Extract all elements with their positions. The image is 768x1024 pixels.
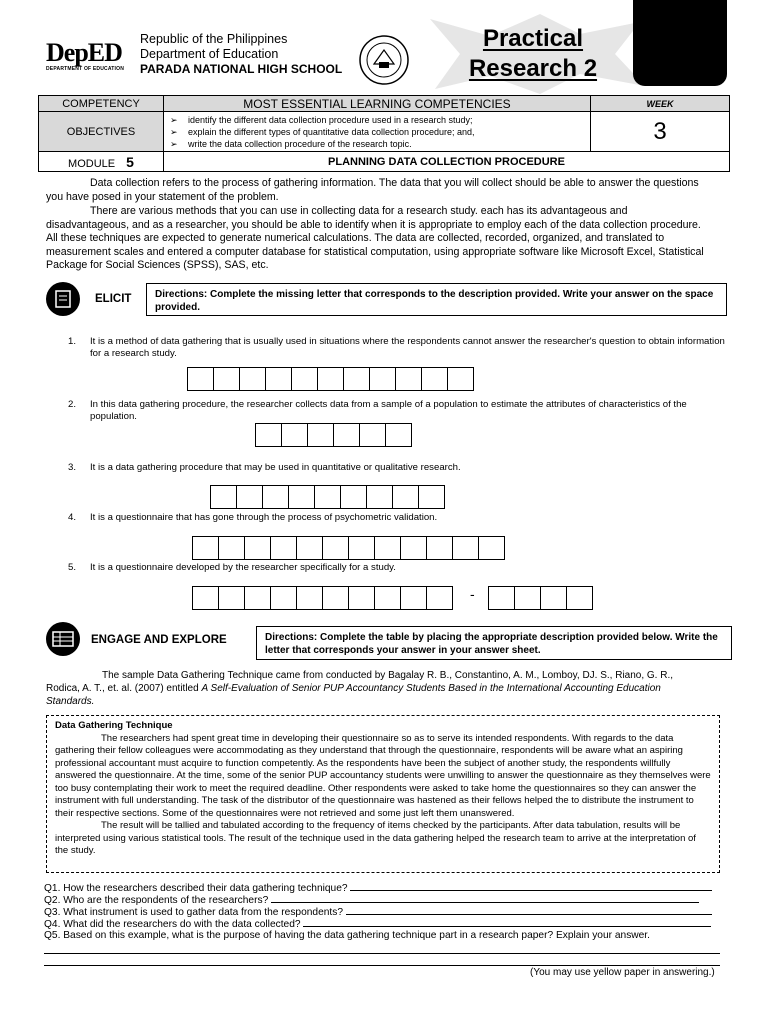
- letter-box[interactable]: [341, 486, 367, 508]
- technique-p2: [55, 820, 711, 858]
- deped-logo: [46, 40, 130, 78]
- objective-item: ➢ explain the different types of quantitative data collection procedure; and,: [168, 126, 586, 138]
- answer-line[interactable]: [350, 881, 712, 891]
- module-cell: [39, 152, 164, 172]
- letter-box[interactable]: [315, 486, 341, 508]
- technique-p2-text: The result will be tallied and tabulated according to the frequency of items checked by the participants. After data tabulation, results will be interpreted using various statistical tools. The result of the technique used in the data gathering helped the research team to arrive at the interpretation of the study.: [55, 820, 696, 856]
- elicit-item-2: [68, 399, 728, 424]
- intro-paragraph-2: [46, 205, 706, 273]
- letter-box[interactable]: [219, 587, 245, 609]
- letter-box[interactable]: [489, 587, 515, 609]
- deped-logo-text: DepED: [46, 38, 122, 67]
- objective-item: ➢ write the data collection procedure of the research topic.: [168, 138, 586, 150]
- elicit-item-4: [68, 512, 728, 524]
- answer-line[interactable]: [271, 893, 699, 903]
- item-number: 3.: [68, 462, 77, 473]
- letter-box[interactable]: [211, 486, 237, 508]
- letter-box[interactable]: [393, 486, 419, 508]
- item-text: It is a data gathering procedure that may be used in quantitative or qualitative research.: [90, 462, 461, 473]
- sample-text: The sample Data Gathering Technique came from conducted by Bagalay R. B., Constantino, A. M., Lomboy, DJ. S., Riano, G. R., Rodica, A. T., et. al. (2007) entitled: [46, 670, 674, 694]
- letter-box[interactable]: [427, 587, 453, 609]
- item-number: 4.: [68, 512, 77, 523]
- letter-box[interactable]: [193, 537, 219, 559]
- elicit-directions: Directions: Complete the missing letter that corresponds to the description provided. Write your answer on the space provided.: [146, 283, 727, 316]
- letter-box[interactable]: [422, 368, 448, 390]
- objectives-label: OBJECTIVES: [39, 112, 164, 152]
- letter-box[interactable]: [349, 587, 375, 609]
- elicit-item-3: [68, 462, 728, 474]
- answer-boxes-5a[interactable]: [192, 586, 453, 610]
- question-4: [44, 917, 734, 931]
- letter-box[interactable]: [541, 587, 567, 609]
- letter-box[interactable]: [308, 424, 334, 446]
- answer-line[interactable]: [303, 917, 711, 927]
- letter-box[interactable]: [219, 537, 245, 559]
- item-number: 5.: [68, 562, 77, 573]
- question-text: Q5. Based on this example, what is the purpose of having the data gathering technique part in a research paper? Explain your answer.: [44, 930, 650, 941]
- letter-box[interactable]: [419, 486, 445, 508]
- letter-box[interactable]: [292, 368, 318, 390]
- letter-box[interactable]: [334, 424, 360, 446]
- elicit-icon: [46, 282, 80, 316]
- answer-boxes-2[interactable]: [255, 423, 412, 447]
- letter-box[interactable]: [401, 537, 427, 559]
- letter-box[interactable]: [401, 587, 427, 609]
- answer-dash: -: [470, 586, 475, 602]
- elicit-label: ELICIT: [95, 293, 132, 305]
- letter-box[interactable]: [367, 486, 393, 508]
- module-title: PLANNING DATA COLLECTION PROCEDURE: [164, 152, 730, 172]
- melc-label: MOST ESSENTIAL LEARNING COMPETENCIES: [164, 96, 591, 112]
- footer-note: (You may use yellow paper in answering.): [530, 967, 715, 978]
- letter-box[interactable]: [375, 587, 401, 609]
- letter-box[interactable]: [237, 486, 263, 508]
- item-text: It is a method of data gathering that is usually used in situations where the respondents cannot answer the researcher's question to obtain information for a research study.: [90, 336, 725, 360]
- header-line2: Department of Education: [140, 47, 279, 61]
- letter-box[interactable]: [297, 537, 323, 559]
- intro-p2-text: There are various methods that you can use in collecting data for a research study. each has its advantageous and disadvantageous, and as a researcher, you should be able to identify when it is appropriate to employ each of the data collection procedure. All these techniques are expected to generate numerical calculations. The data are collected, recorded, organized, and translated to measurement scales and entered a computer database for statistical computation, using appropriate software like Microsoft Excel, Statistical Package for Social Sciences (SPSS), SAS, etc.: [46, 205, 704, 272]
- school-seal-icon: [358, 34, 410, 86]
- letter-box[interactable]: [323, 587, 349, 609]
- elicit-item-1: [68, 336, 728, 361]
- item-number: 2.: [68, 399, 77, 410]
- letter-box[interactable]: [245, 537, 271, 559]
- engage-label: ENGAGE AND EXPLORE: [91, 634, 227, 646]
- technique-p1-text: The researchers had spent great time in developing their questionnaire so as to serve its intended respondents. With regards to the data gathering their fellow colleagues were accommodating as they understand that through the questionnaire, respondents will be aware what an aspiring professional accountant must acquire to function competently. As the respondents have been the subject of another study, the respondents willfully answered the questionnaire. At the time, some of the senior PUP accountancy students were unwilling to answer the questionnaire as they themselves were too busy contemplating their work to meet the required deadline. Other respondents were asked to take home the questionnaires so they can answer the instrument with full understanding. The task of the distributor of the questionnaire was hastened as their fellows helped the to distribute the instrument to their respective sections. Some of the questionnaires were not retrieved and some just left them unanswered.: [55, 732, 711, 819]
- letter-box[interactable]: [349, 537, 375, 559]
- letter-box[interactable]: [289, 486, 315, 508]
- item-number: 1.: [68, 336, 77, 347]
- question-text: Q3. What instrument is used to gather data from the respondents?: [44, 907, 343, 918]
- letter-box[interactable]: [266, 368, 292, 390]
- letter-box[interactable]: [396, 368, 422, 390]
- letter-box[interactable]: [245, 587, 271, 609]
- letter-box[interactable]: [318, 368, 344, 390]
- letter-box[interactable]: [453, 537, 479, 559]
- answer-line[interactable]: [44, 965, 720, 966]
- deped-logo-subtext: DEPARTMENT OF EDUCATION: [46, 66, 125, 72]
- sample-title: A Self-Evaluation of Senior PUP Accountancy Students Based in the International Accounting Education Standards.: [46, 683, 661, 707]
- objectives-cell: [164, 112, 591, 152]
- module-label: MODULE: [68, 157, 116, 170]
- competency-table: [38, 95, 730, 172]
- letter-box[interactable]: [256, 424, 282, 446]
- letter-box[interactable]: [360, 424, 386, 446]
- letter-box[interactable]: [427, 537, 453, 559]
- letter-box[interactable]: [515, 587, 541, 609]
- technique-p1: [55, 733, 711, 821]
- sample-source: [46, 669, 706, 708]
- competency-label: COMPETENCY: [39, 96, 164, 112]
- school-name: PARADA NATIONAL HIGH SCHOOL: [140, 62, 343, 76]
- question-text: Q1. How the researchers described their data gathering technique?: [44, 883, 348, 894]
- elicit-item-5: [68, 562, 728, 574]
- letter-box[interactable]: [479, 537, 505, 559]
- letter-box[interactable]: [263, 486, 289, 508]
- subject-title-line2: Research 2: [468, 55, 598, 82]
- item-text: It is a questionnaire developed by the researcher specifically for a study.: [90, 562, 396, 573]
- letter-box[interactable]: [297, 587, 323, 609]
- question-text: Q4. What did the researchers do with the data collected?: [44, 919, 301, 930]
- week-value: 3: [591, 112, 730, 152]
- letter-box[interactable]: [193, 587, 219, 609]
- answer-boxes-5b[interactable]: [488, 586, 593, 610]
- header-text: [140, 32, 342, 77]
- question-5: [44, 930, 734, 942]
- item-text: It is a questionnaire that has gone through the process of psychometric validation.: [90, 512, 438, 523]
- item-text: In this data gathering procedure, the researcher collects data from a sample of a population to estimate the attributes of characteristics of the population.: [90, 399, 687, 423]
- letter-box[interactable]: [448, 368, 474, 390]
- technique-box: [46, 715, 720, 873]
- letter-box[interactable]: [214, 368, 240, 390]
- objective-item: ➢ identify the different data collection procedure used in a research study;: [168, 114, 586, 126]
- letter-box[interactable]: [282, 424, 308, 446]
- answer-line[interactable]: [44, 953, 720, 954]
- letter-box[interactable]: [240, 368, 266, 390]
- answer-line[interactable]: [346, 905, 712, 915]
- answer-boxes-3[interactable]: [210, 485, 445, 509]
- letter-box[interactable]: [344, 368, 370, 390]
- intro-p1-text: Data collection refers to the process of gathering information. The data that you will collect should be able to answer the questions you have posed in your statement of the problem.: [46, 177, 699, 203]
- intro-paragraph-1: [46, 177, 706, 204]
- subject-title-line1: Practical: [482, 25, 584, 52]
- answer-boxes-1[interactable]: [187, 367, 474, 391]
- header-line1: Republic of the Philippines: [140, 32, 288, 46]
- answer-boxes-4[interactable]: [192, 536, 505, 560]
- engage-directions: Directions: Complete the table by placing the appropriate description provided below. Write the letter that corresponds your answer in your answer sheet.: [256, 626, 732, 660]
- engage-icon: [46, 622, 80, 656]
- letter-box[interactable]: [370, 368, 396, 390]
- letter-box[interactable]: [323, 537, 349, 559]
- technique-heading: Data Gathering Technique: [55, 720, 173, 731]
- letter-box[interactable]: [188, 368, 214, 390]
- module-value: 5: [126, 153, 134, 170]
- letter-box[interactable]: [375, 537, 401, 559]
- letter-box[interactable]: [567, 587, 593, 609]
- letter-box[interactable]: [271, 587, 297, 609]
- question-text: Q2. Who are the respondents of the researchers?: [44, 895, 269, 906]
- corner-tab: [633, 0, 727, 86]
- letter-box[interactable]: [386, 424, 412, 446]
- subject-title: [448, 24, 618, 84]
- week-label: WEEK: [591, 96, 730, 112]
- letter-box[interactable]: [271, 537, 297, 559]
